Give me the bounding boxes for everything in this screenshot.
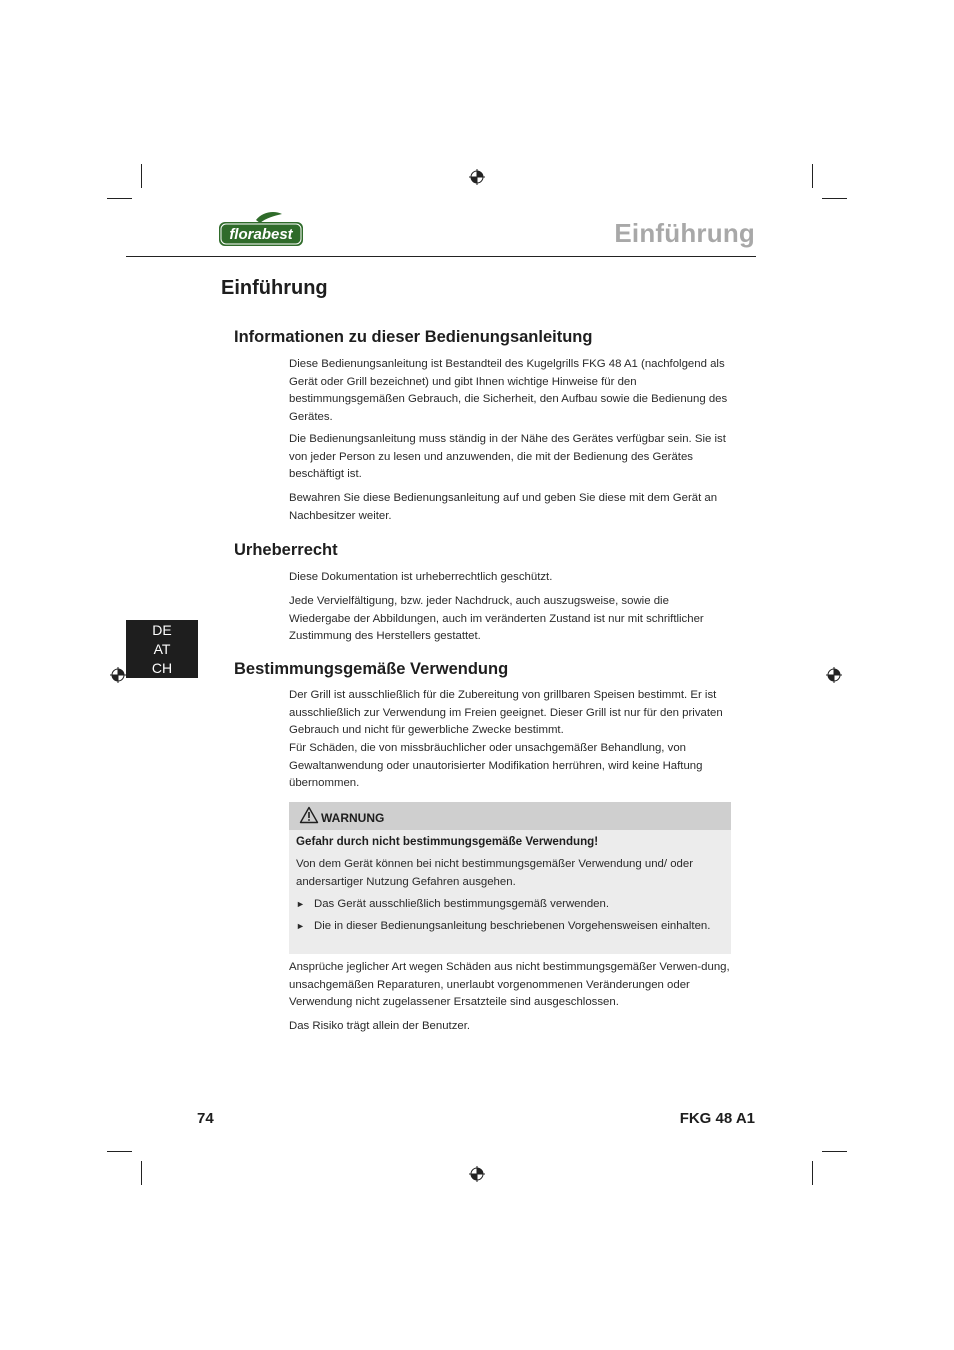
warning-box xyxy=(289,802,731,954)
crop-mark xyxy=(822,1151,847,1152)
list-item xyxy=(296,896,716,914)
florabest-logo xyxy=(216,212,304,248)
crop-mark xyxy=(107,1151,132,1152)
section-heading-copyright: Urheberrecht xyxy=(234,541,338,559)
warning-header xyxy=(289,802,731,830)
page-number: 74 xyxy=(197,1110,214,1127)
crop-mark xyxy=(822,198,847,199)
paragraph: Der Grill ist ausschließlich für die Zubereitung von grillbaren Speisen bestimmt. Er ist ausschließlich zur Verwendung im Freien geeignet. Dieser Grill ist nur für den privaten Gebrauch und nicht für gewerbliche Zwecke bestimmt. xyxy=(289,689,723,737)
warning-triangle-icon xyxy=(299,806,319,824)
warning-text: Von dem Gerät können bei nicht bestimmungsgemäßer Verwendung und/ oder andersartiger Nutzung Gefahren ausgehen. xyxy=(296,858,694,888)
crop-mark xyxy=(812,164,813,188)
model-number: FKG 48 A1 xyxy=(679,1110,755,1127)
language-tab xyxy=(126,620,198,678)
section-heading-intended-use: Bestimmungsgemäße Verwendung xyxy=(234,660,509,678)
bullet-text: Das Gerät ausschließlich bestimmungsgemäß verwenden. xyxy=(314,898,610,910)
crop-mark xyxy=(141,164,142,188)
registration-mark-icon xyxy=(110,667,126,683)
paragraph: Ansprüche jeglicher Art wegen Schäden aus nicht bestimmungsgemäßer Verwen-dung, unsachgemäßen Reparaturen, unerlaubt vorgenommenen Veränderungen oder Verwendung nicht zugelassener Ersatzteile sind ausgeschlossen. xyxy=(289,961,730,1009)
paragraph: Bewahren Sie diese Bedienungsanleitung auf und geben Sie diese mit dem Gerät an Nachbesitzer weiter. xyxy=(289,492,718,522)
registration-mark-icon xyxy=(826,667,842,683)
paragraph: Das Risiko trägt allein der Benutzer. xyxy=(289,1020,471,1032)
page-title: Einführung xyxy=(221,277,328,299)
section-heading-info: Informationen zu dieser Bedienungsanleitung xyxy=(234,328,593,346)
registration-mark-icon xyxy=(469,169,485,185)
paragraph: Die Bedienungsanleitung muss ständig in der Nähe des Gerätes verfügbar sein. Sie ist von jeder Person zu lesen und anzuwenden, die mit der Bedienung des Gerätes beschäftigt ist. xyxy=(289,433,726,481)
crop-mark xyxy=(812,1161,813,1185)
bullet-text: Die in dieser Bedienungsanleitung beschriebenen Vorgehensweisen einhalten. xyxy=(314,920,711,932)
registration-mark-icon xyxy=(469,1166,485,1182)
language-code: AT xyxy=(153,640,171,657)
header-divider xyxy=(126,256,756,257)
crop-mark xyxy=(107,198,132,199)
bullet-arrow-icon: ► xyxy=(296,899,305,909)
warning-label: WARNUNG xyxy=(321,811,385,825)
language-code: CH xyxy=(151,659,173,676)
bullet-arrow-icon: ► xyxy=(296,921,305,931)
list-item xyxy=(296,918,716,936)
paragraph: Diese Dokumentation ist urheberrechtlich geschützt. xyxy=(289,571,553,583)
paragraph: Für Schäden, die von missbräuchlicher oder unsachgemäßer Behandlung, von Gewaltanwendung oder unautorisierter Modifikation herrühren, wird keine Haftung übernommen. xyxy=(289,742,703,790)
logo-text: florabest xyxy=(229,226,293,243)
paragraph: Jede Vervielfältigung, bzw. jeder Nachdruck, auch auszugsweise, sowie die Wiedergabe der Abbildungen, auch im veränderten Zustand ist nur mit schriftlicher Zustimmung des Herstellers gestattet. xyxy=(289,595,704,643)
crop-mark xyxy=(141,1161,142,1185)
warning-subtitle: Gefahr durch nicht bestimmungsgemäße Verwendung! xyxy=(296,835,599,848)
running-title: Einführung xyxy=(614,218,755,248)
language-code: DE xyxy=(152,621,172,638)
paragraph: Diese Bedienungsanleitung ist Bestandteil des Kugelgrills FKG 48 A1 (nachfolgend als Gerät oder Grill bezeichnet) und gibt Ihnen wichtige Hinweise für den bestimmungsgemäßen Gebrauch, die Sicherheit, den Aufbau sowie die Bedienung des Gerätes. xyxy=(289,358,728,423)
